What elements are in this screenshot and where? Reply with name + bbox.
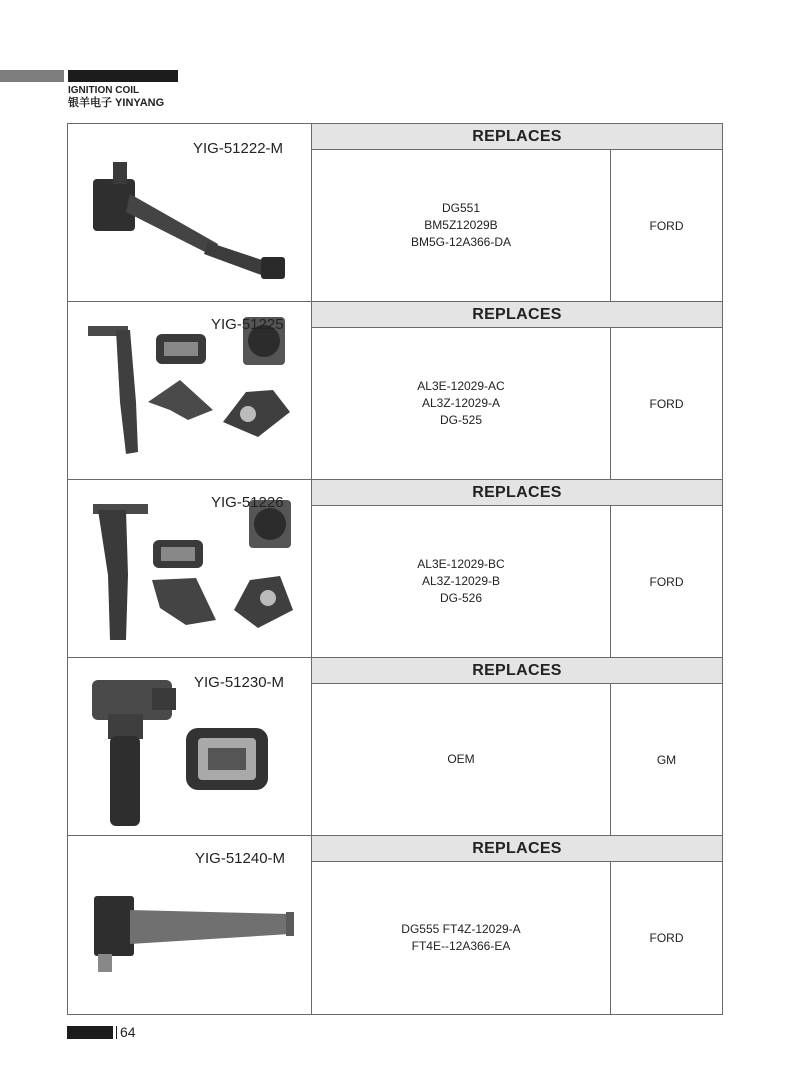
replaces-header: REPLACES bbox=[312, 836, 722, 862]
replacement-code: DG555 FT4Z-12029-A bbox=[401, 922, 521, 936]
table-row bbox=[67, 302, 723, 480]
replacement-code: FT4E--12A366-EA bbox=[411, 939, 511, 953]
header-bar-black bbox=[68, 70, 178, 82]
replaces-header: REPLACES bbox=[312, 480, 722, 506]
replacement-code: DG-525 bbox=[439, 413, 483, 427]
replacement-code: OEM bbox=[447, 752, 475, 766]
catalog-section-title: IGNITION COIL bbox=[68, 85, 140, 96]
table-row bbox=[67, 124, 723, 302]
replacement-code: BM5G-12A366-DA bbox=[410, 235, 512, 249]
product-image-cell bbox=[68, 480, 312, 657]
replacement-code: BM5Z12029B bbox=[424, 218, 498, 232]
replacement-code: AL3E-12029-AC bbox=[417, 379, 505, 393]
part-number: YIG-51230-M bbox=[194, 674, 285, 691]
product-image-cell bbox=[68, 302, 312, 479]
table-row bbox=[67, 658, 723, 836]
vehicle-brand: FORD bbox=[649, 931, 684, 945]
replacement-codes bbox=[312, 684, 611, 835]
replacement-codes bbox=[312, 150, 611, 301]
replacement-code: AL3E-12029-BC bbox=[417, 557, 505, 571]
footer-separator bbox=[116, 1026, 117, 1039]
part-number: YIG-51225 bbox=[211, 316, 284, 333]
page-number: 64 bbox=[120, 1024, 136, 1040]
brand-subtitle: 银羊电子 YINYANG bbox=[68, 97, 165, 109]
part-number: YIG-51226 bbox=[211, 494, 284, 511]
part-number: YIG-51222-M bbox=[193, 140, 284, 157]
header-bar-grey bbox=[0, 70, 64, 82]
replacement-code: AL3Z-12029-A bbox=[421, 396, 501, 410]
replaces-header: REPLACES bbox=[312, 302, 722, 328]
vehicle-brand: GM bbox=[656, 752, 677, 767]
replaces-header: REPLACES bbox=[312, 124, 722, 150]
replacement-codes bbox=[312, 862, 611, 1014]
footer-bar bbox=[67, 1026, 113, 1039]
replacement-code: AL3Z-12029-B bbox=[421, 574, 501, 588]
table-row bbox=[67, 836, 723, 1015]
replacement-codes bbox=[312, 506, 611, 657]
replacement-code: DG-526 bbox=[439, 591, 483, 605]
replaces-header: REPLACES bbox=[312, 658, 722, 684]
table-row bbox=[67, 480, 723, 658]
product-image-cell bbox=[68, 658, 312, 835]
parts-table bbox=[67, 123, 723, 1016]
vehicle-brand: FORD bbox=[649, 574, 684, 589]
vehicle-brand: FORD bbox=[649, 218, 684, 233]
part-number: YIG-51240-M bbox=[195, 850, 286, 867]
product-image-cell bbox=[68, 124, 312, 301]
replacement-codes bbox=[312, 328, 611, 479]
product-image-cell bbox=[68, 836, 312, 1014]
vehicle-brand: FORD bbox=[649, 396, 684, 411]
replacement-code: DG551 bbox=[441, 201, 481, 215]
